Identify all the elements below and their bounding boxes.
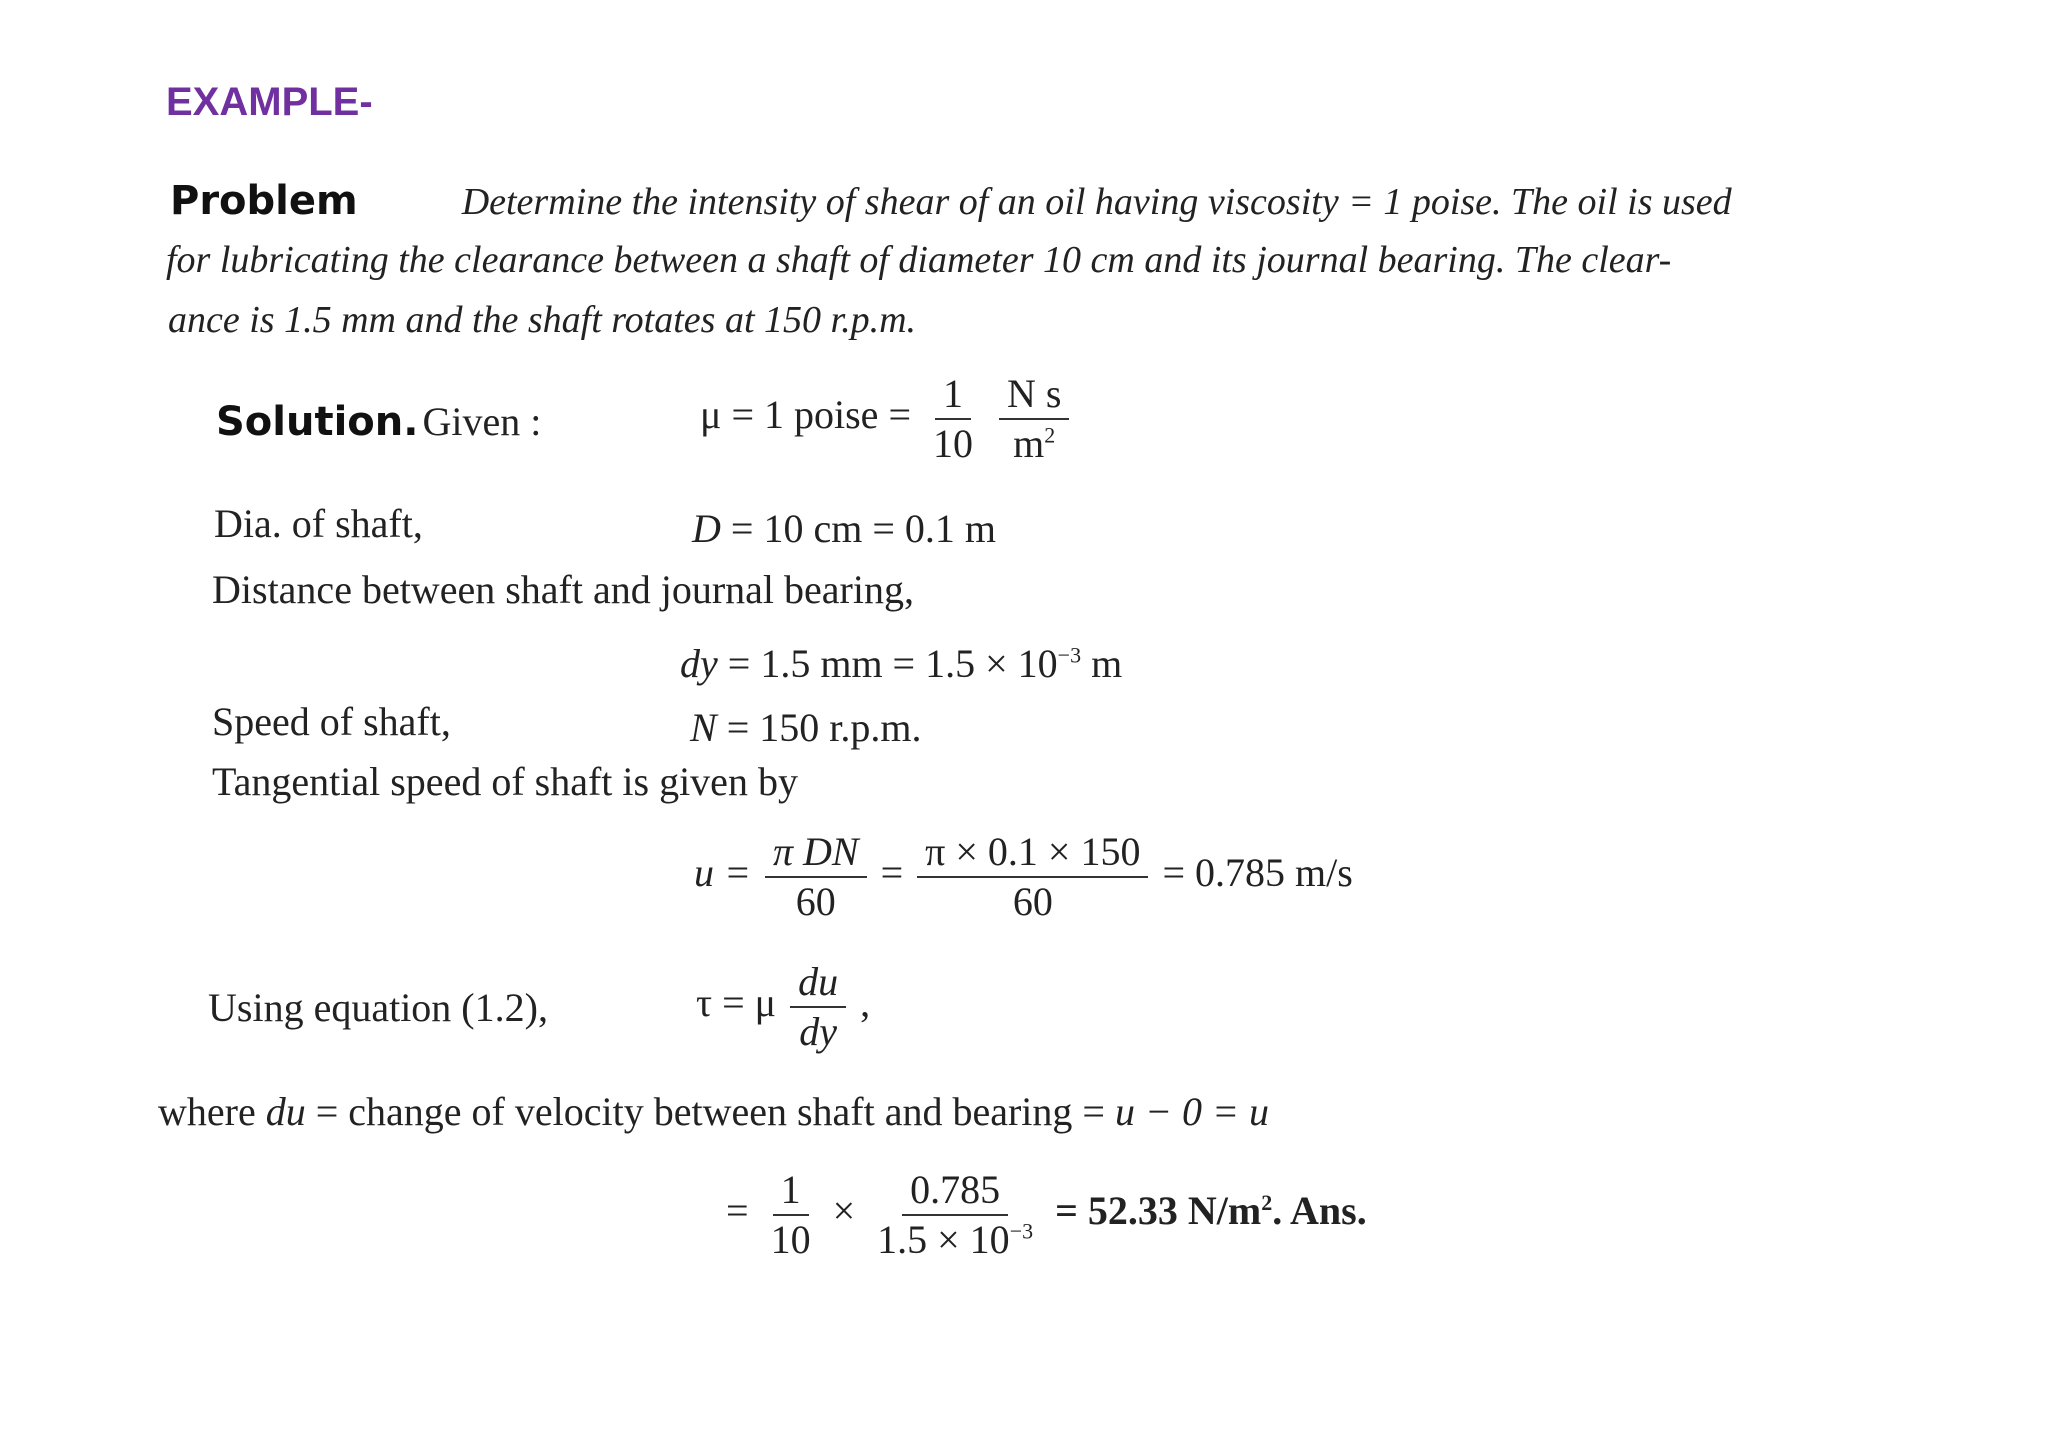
clearance-equation <box>680 640 1122 687</box>
fraction-denominator: dy <box>799 1009 837 1054</box>
speed-value <box>690 704 921 751</box>
final-equals: = <box>726 1188 749 1234</box>
given-label: Given : <box>422 399 542 444</box>
problem-line-3: ance is 1.5 mm and the shaft rotates at 150 r.p.m. <box>168 299 917 341</box>
shear-equation <box>696 960 870 1054</box>
problem-text-1: Determine the intensity of shear of an oil having viscosity = 1 poise. The oil is used <box>461 181 1732 223</box>
dy-exponent: −3 <box>1057 642 1082 668</box>
viscosity-equation <box>700 372 1073 466</box>
fraction-denominator <box>1005 420 1063 466</box>
using-equation-label: Using equation (1.2), <box>208 985 548 1030</box>
times-sign: × <box>832 1188 856 1234</box>
equals-sign: = <box>880 850 904 896</box>
fraction-denominator: 60 <box>795 879 836 924</box>
viscosity-fraction-1 <box>925 372 981 466</box>
fraction-numerator: π DN <box>765 830 867 878</box>
fraction-denominator: 10 <box>933 421 973 466</box>
example-heading: EXAMPLE- <box>166 80 373 124</box>
answer-label: . Ans. <box>1272 1188 1367 1234</box>
diameter-text: = 10 cm = 0.1 m <box>730 506 996 551</box>
u-symbol: u = <box>694 850 751 896</box>
velocity-result: = 0.785 m/s <box>1162 850 1353 896</box>
viscosity-lhs: μ = 1 poise = <box>700 392 911 438</box>
fraction-numerator: π × 0.1 × 150 <box>917 830 1148 878</box>
fraction-denominator <box>869 1216 1041 1262</box>
viscosity-fraction-2 <box>999 372 1069 466</box>
final-fraction-2 <box>869 1168 1041 1262</box>
final-result-exponent: 2 <box>1261 1189 1273 1215</box>
dy-unit: m <box>1081 641 1123 686</box>
tau-comma: , <box>860 980 871 1026</box>
fraction-numerator: du <box>790 960 846 1008</box>
problem-line-1 <box>170 178 1732 224</box>
tau-lhs: τ = μ <box>696 980 777 1026</box>
unit-exponent: 2 <box>1044 422 1056 448</box>
diameter-symbol: D <box>692 506 721 551</box>
shear-fraction <box>790 960 846 1054</box>
diameter-label: Dia. of shaft, <box>214 501 423 546</box>
velocity-fraction-2 <box>917 830 1148 924</box>
denominator-base: 1.5 × 10 <box>877 1217 1010 1262</box>
diameter-value <box>692 505 996 552</box>
fraction-denominator: 60 <box>1012 879 1053 924</box>
speed-symbol: N <box>690 705 717 750</box>
where-du: du <box>265 1089 306 1134</box>
where-prefix: where <box>158 1089 256 1134</box>
velocity-fraction-1 <box>765 830 867 924</box>
speed-text: = 150 r.p.m. <box>726 705 922 750</box>
fraction-numerator: 1 <box>773 1168 809 1216</box>
fraction-denominator: 10 <box>770 1217 811 1262</box>
unit-m: m <box>1013 421 1045 466</box>
where-line <box>158 1088 1269 1135</box>
speed-label: Speed of shaft, <box>212 699 451 744</box>
fraction-numerator: 0.785 <box>902 1168 1008 1216</box>
problem-label: Problem <box>170 178 358 224</box>
final-equation <box>726 1168 1367 1262</box>
solution-label: Solution. <box>216 399 419 445</box>
solution-heading <box>216 398 541 445</box>
final-fraction-1 <box>763 1168 819 1262</box>
where-tail: u − 0 = u <box>1114 1089 1269 1134</box>
fraction-numerator: 1 <box>935 372 971 420</box>
dy-symbol: dy <box>680 641 718 686</box>
problem-line-2: for lubricating the clearance between a shaft of diameter 10 cm and its journal bearing. The clear- <box>166 239 1672 281</box>
velocity-equation <box>694 830 1353 924</box>
fraction-numerator: N s <box>999 372 1069 420</box>
tangential-label: Tangential speed of shaft is given by <box>212 759 798 804</box>
dy-value: = 1.5 mm = 1.5 × 10 <box>727 641 1058 686</box>
denominator-exponent: −3 <box>1009 1218 1034 1244</box>
where-text: = change of velocity between shaft and bearing = <box>315 1089 1105 1134</box>
final-result: = 52.33 N/m <box>1055 1188 1262 1234</box>
distance-label: Distance between shaft and journal bearing, <box>212 567 914 612</box>
